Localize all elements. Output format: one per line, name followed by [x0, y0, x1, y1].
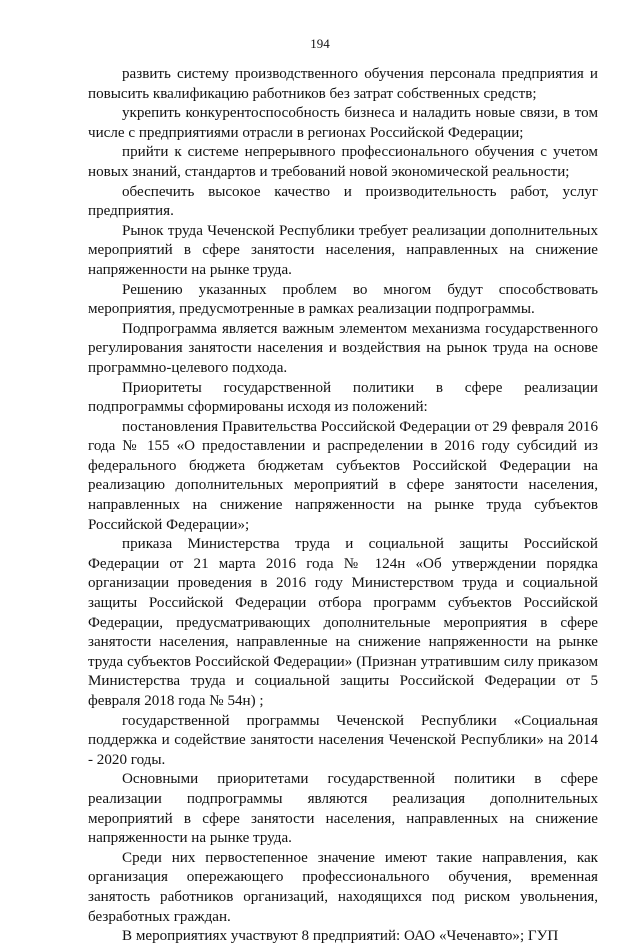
paragraph: обеспечить высокое качество и производительность работ, услуг предприятия.	[88, 183, 598, 220]
paragraph: Решению указанных проблем во многом будут способствовать мероприятия, предусмотренные в рамках реализации подпрограммы.	[88, 281, 598, 318]
paragraph: Подпрограмма является важным элементом механизма государственного регулирования занятости населения и воздействия на рынок труда на основе программно-целевого подхода.	[88, 320, 598, 376]
paragraph: Рынок труда Чеченской Республики требует реализации дополнительных мероприятий в сфере занятости населения, направленных на снижение напряженности на рынке труда.	[88, 222, 598, 278]
document-body	[88, 65, 598, 947]
paragraph: Среди них первостепенное значение имеют такие направления, как организация опережающего профессионального обучения, временная занятость работников организаций, находящихся под риском увольнения, безработных граждан.	[88, 849, 598, 925]
paragraph: Основными приоритетами государственной политики в сфере реализации подпрограммы являются реализация дополнительных мероприятий в сфере занятости населения, направленных на снижение напряженности на рынке труда.	[88, 771, 598, 847]
page-number: 194	[310, 36, 330, 51]
paragraph: государственной программы Чеченской Республики «Социальная поддержка и содействие занятости населения Чеченской Республики» на 2014 - 2020 годы.	[88, 712, 598, 768]
paragraph: развить систему производственного обучения персонала предприятия и повысить квалификацию работников без затрат собственных средств;	[88, 66, 598, 102]
paragraph: приказа Министерства труда и социальной защиты Российской Федерации от 21 марта 2016 года № 124н «Об утверждении порядка организации проведения в 2016 году Министерством труда и социальной защиты Российской Федерации отбора программ субъектов Российской Федерации, предусматривающих дополнительные мероприятия в сфере занятости населения, направленные на снижение напряженности на рынке труда субъектов Российской Федерации» (Признан утратившим силу приказом Министерства труда и социальной защиты Российской Федерации от 5 февраля 2018 года № 54н) ;	[88, 536, 598, 709]
paragraph: В мероприятиях участвуют 8 предприятий: ОАО «Чеченавто»; ГУП	[122, 928, 559, 945]
paragraph: Приоритеты государственной политики в сфере реализации подпрограммы сформированы исходя из положений:	[88, 379, 598, 416]
paragraph: постановления Правительства Российской Федерации от 29 февраля 2016 года № 155 «О предоставлении и распределении в 2016 году субсидий из федерального бюджета бюджетам субъектов Российской Федерации на реализацию дополнительных мероприятий в сфере занятости населения, направленных на снижение напряженности на рынке труда субъектов Российской Федерации»;	[88, 418, 598, 533]
paragraph: укрепить конкурентоспособность бизнеса и наладить новые связи, в том числе с предприятиями отрасли в регионах Российской Федерации;	[88, 105, 598, 141]
paragraph: прийти к системе непрерывного профессионального обучения с учетом новых знаний, стандартов и требований новой экономической реальности;	[88, 144, 598, 180]
